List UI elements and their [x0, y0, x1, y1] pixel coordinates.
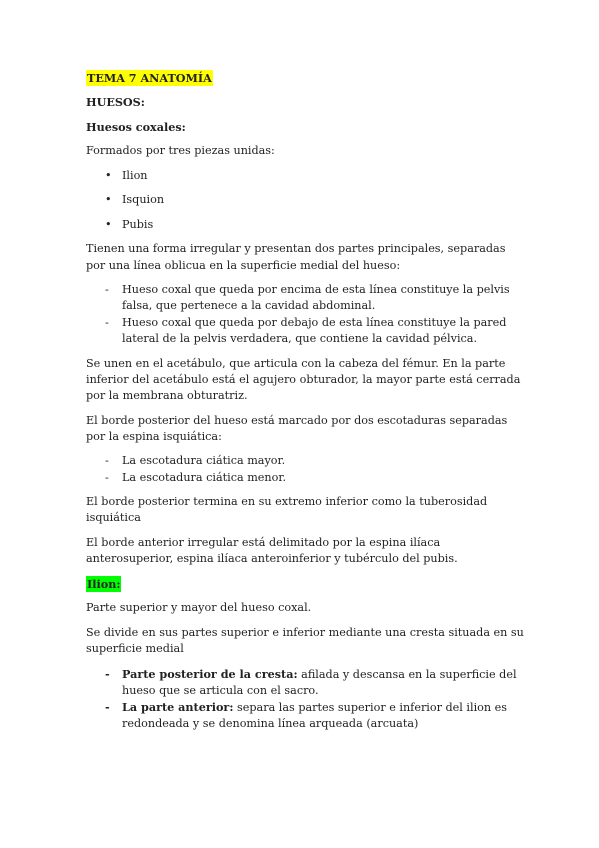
list-item-label: Parte posterior de la cresta: — [122, 666, 298, 681]
bullet-marker: • — [105, 217, 112, 231]
document-title — [86, 70, 526, 86]
list-item — [86, 168, 526, 184]
list-item — [86, 470, 526, 486]
title-text: TEMA 7 ANATOMÍA — [87, 71, 212, 85]
dash-list-ilion — [86, 666, 526, 733]
paragraph-forma-irregular: Tienen una forma irregular y presentan dos partes principales, separadas por una línea oblicua en la superficie medial del hueso: — [86, 242, 506, 272]
list-item-text: Hueso coxal que queda por debajo de esta línea constituye la pared lateral de la pelvis verdadera, que contiene la cavidad pélvica. — [122, 315, 507, 346]
paragraph-ilion-2: Se divide en sus partes superior e inferior mediante una cresta situada en su superficie medial — [86, 625, 524, 656]
paragraph-borde-posterior: El borde posterior del hueso está marcado por dos escotaduras separadas por la espina isquiática: — [86, 413, 508, 443]
list-item — [86, 666, 526, 700]
dash-marker: - — [105, 315, 109, 329]
list-item-text: La escotadura ciática mayor. — [122, 454, 286, 468]
paragraph-tuberosidad: El borde posterior termina en su extremo inferior como la tuberosidad isquiática — [86, 495, 488, 525]
paragraph-ilion-1: Parte superior y mayor del hueso coxal. — [86, 601, 312, 615]
list-item — [86, 453, 526, 469]
paragraph-acetabulo: Se unen en el acetábulo, que articula con la cabeza del fémur. En la parte inferior del acetábulo está el agujero obturador, la mayor parte está cerrada por la membrana obturatriz. — [86, 356, 521, 403]
list-item-text: Ilion — [122, 168, 148, 182]
section-heading-huesos: HUESOS: — [86, 95, 145, 110]
list-item-text: Isquion — [122, 193, 165, 207]
list-item — [86, 699, 526, 733]
dash-marker: - — [105, 454, 109, 468]
list-item-text: La escotadura ciática menor. — [122, 470, 287, 484]
list-item — [86, 282, 526, 315]
paragraph-borde-anterior: El borde anterior irregular está delimitado por la espina ilíaca anterosuperior, espina ilíaca anteroinferior y tubérculo del pubis. — [86, 535, 458, 566]
dash-list-escotaduras — [86, 453, 526, 486]
dash-list-partes — [86, 282, 526, 347]
subheading-ilion — [86, 576, 526, 592]
list-item-text: afilada y descansa en la superficie del hueso que se articula con el sacro. — [122, 667, 517, 697]
dash-marker: - — [105, 666, 110, 681]
dash-marker: - — [105, 700, 110, 715]
list-item — [86, 315, 526, 348]
list-item — [86, 192, 526, 208]
ilion-heading-text: Ilion: — [87, 576, 121, 591]
paragraph-formados: Formados por tres piezas unidas: — [86, 144, 275, 158]
bullet-list-piezas — [86, 168, 526, 233]
subheading-huesos-coxales: Huesos coxales: — [86, 119, 186, 134]
bullet-marker: • — [105, 168, 112, 182]
list-item-text: separa las partes superior e inferior del ilion es redondeada y se denomina línea arqueada (arcuata) — [122, 701, 508, 731]
bullet-marker: • — [105, 193, 112, 207]
document-page — [86, 70, 526, 741]
list-item — [86, 217, 526, 233]
list-item-text: Hueso coxal que queda por encima de esta línea constituye la pelvis falsa, que pertenece a la cavidad abdominal. — [122, 283, 510, 313]
list-item-label: La parte anterior: — [122, 700, 234, 715]
dash-marker: - — [105, 283, 109, 297]
dash-marker: - — [105, 470, 109, 484]
list-item-text: Pubis — [122, 217, 154, 231]
